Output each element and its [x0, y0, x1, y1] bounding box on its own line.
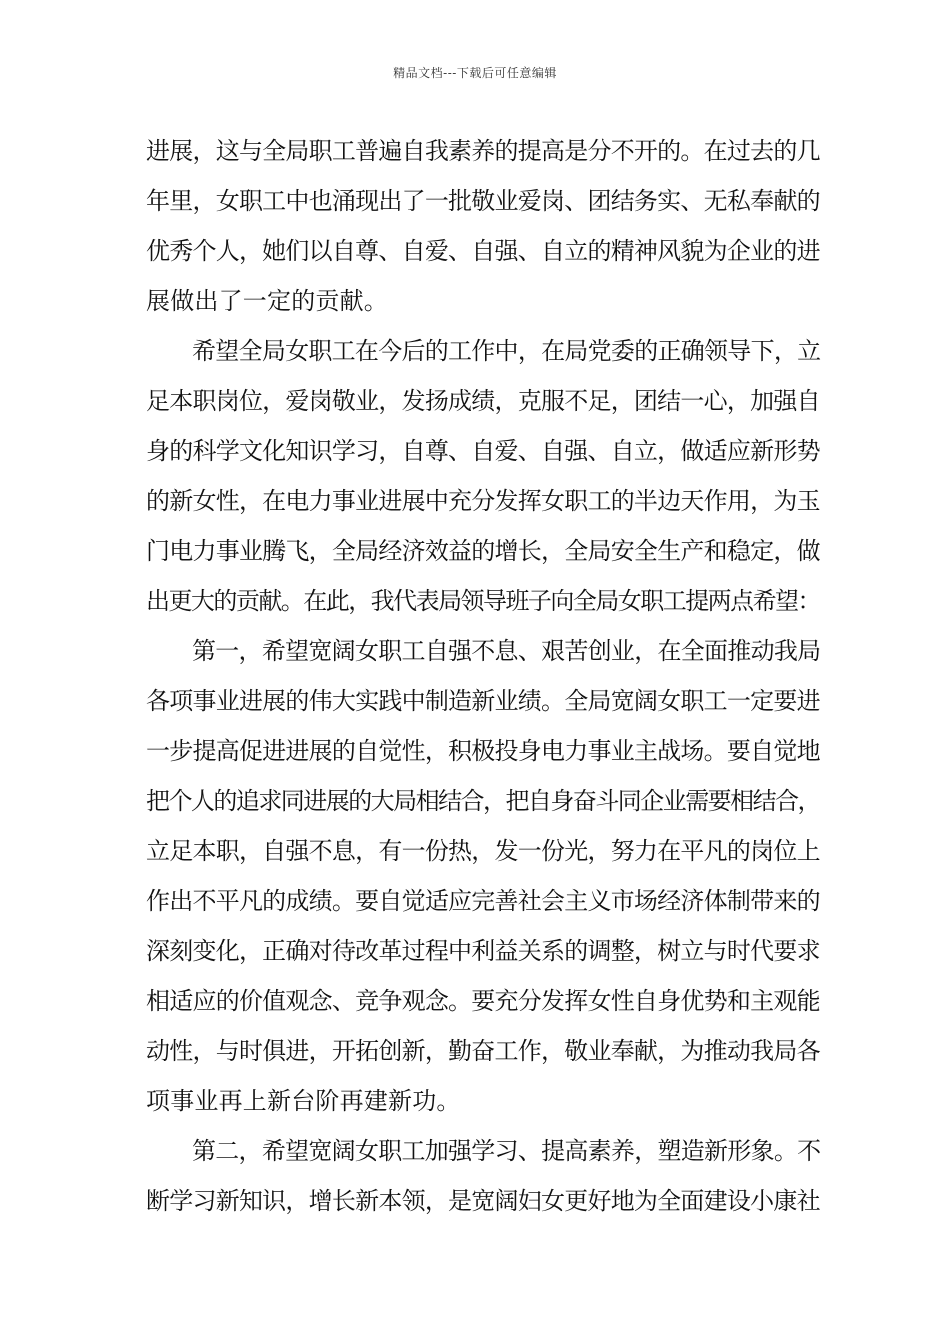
body-line-13: 一步提高促进进展的自觉性，积极投身电力事业主战场。要自觉地: [146, 737, 820, 765]
body-line-18: 相适应的价值观念、竞争观念。要充分发挥女性自身优势和主观能: [146, 987, 820, 1015]
body-line-4: 展做出了一定的贡献。: [146, 287, 388, 315]
body-line-9: 门电力事业腾飞，全局经济效益的增长，全局安全生产和稳定，做: [146, 537, 820, 565]
body-line-3: 优秀个人，她们以自尊、自爱、自强、自立的精神风貌为企业的进: [146, 237, 820, 265]
body-line-5: 希望全局女职工在今后的工作中，在局党委的正确领导下，立: [192, 337, 821, 365]
body-line-14: 把个人的追求同进展的大局相结合，把自身奋斗同企业需要相结合，: [146, 787, 820, 815]
page-header: 精品文档---下载后可任意编辑: [393, 66, 557, 80]
body-line-1: 进展，这与全局职工普遍自我素养的提高是分不开的。在过去的几: [146, 137, 820, 165]
body-line-19: 动性，与时俱进，开拓创新，勤奋工作，敬业奉献，为推动我局各: [146, 1037, 820, 1065]
body-line-17: 深刻变化，正确对待改革过程中利益关系的调整，树立与时代要求: [146, 937, 820, 965]
body-line-6: 足本职岗位，爱岗敬业，发扬成绩，克服不足，团结一心，加强自: [146, 387, 820, 415]
body-line-16: 作出不平凡的成绩。要自觉适应完善社会主义市场经济体制带来的: [146, 887, 820, 915]
body-line-8: 的新女性，在电力事业进展中充分发挥女职工的半边天作用，为玉: [146, 487, 820, 515]
body-line-12: 各项事业进展的伟大实践中制造新业绩。全局宽阔女职工一定要进: [146, 687, 820, 715]
body-line-7: 身的科学文化知识学习，自尊、自爱、自强、自立，做适应新形势: [146, 437, 820, 465]
body-line-2: 年里，女职工中也涌现出了一批敬业爱岗、团结务实、无私奉献的: [146, 187, 820, 215]
body-line-10: 出更大的贡献。在此，我代表局领导班子向全局女职工提两点希望：: [146, 587, 820, 615]
body-line-15: 立足本职，自强不息，有一份热，发一份光，努力在平凡的岗位上: [146, 837, 820, 865]
body-line-11: 第一，希望宽阔女职工自强不息、艰苦创业，在全面推动我局: [192, 637, 821, 665]
body-line-21: 第二，希望宽阔女职工加强学习、提高素养，塑造新形象。不: [192, 1137, 821, 1165]
body-line-22: 断学习新知识，增长新本领，是宽阔妇女更好地为全面建设小康社: [146, 1187, 820, 1215]
body-line-20: 项事业再上新台阶再建新功。: [146, 1087, 461, 1115]
